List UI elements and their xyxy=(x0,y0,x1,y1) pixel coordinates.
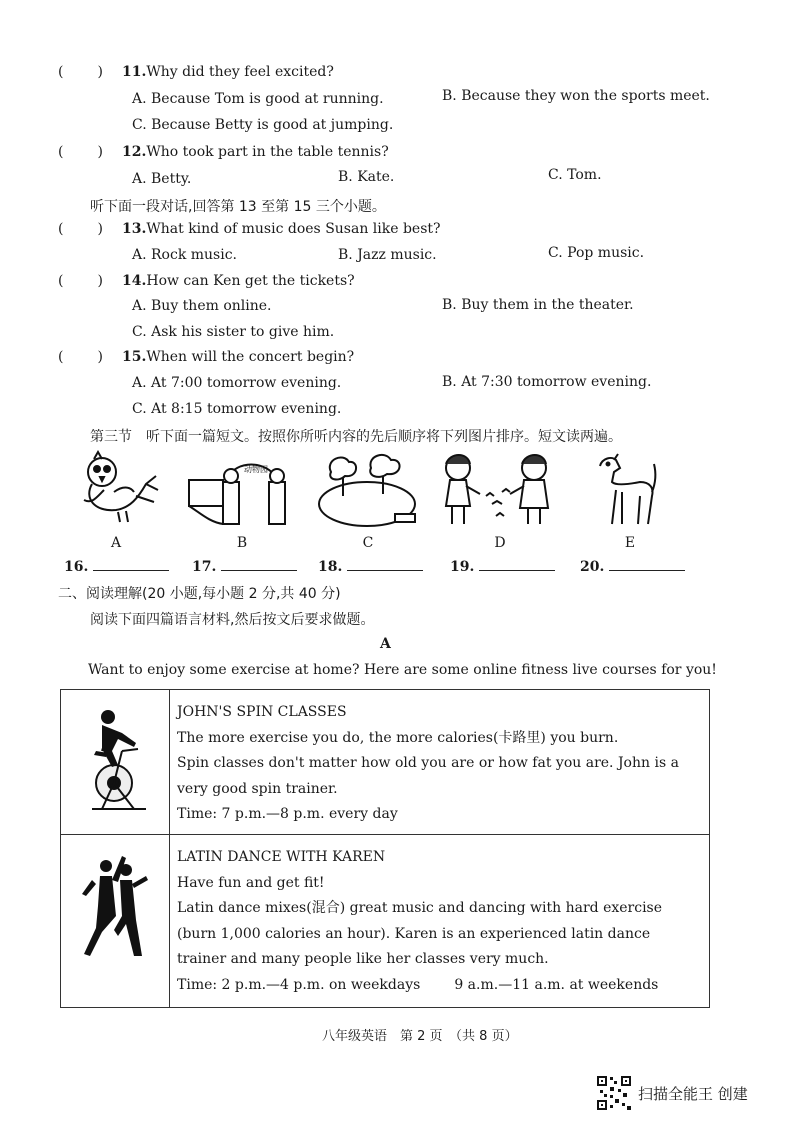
course-line: Have fun and get fit! xyxy=(177,874,325,891)
course-line: Spin classes don't matter how old you are or how fat you are. John is a very good spin trainer. xyxy=(177,755,679,797)
page-footer: 八年级英语 第 2 页 （共 8 页） xyxy=(322,1029,518,1044)
option-b: B. Buy them in the theater. xyxy=(442,297,634,313)
answer-paren: ( ) xyxy=(58,144,103,160)
question-text: Why did they feel excited? xyxy=(146,64,334,80)
passage-label: A xyxy=(380,636,391,652)
picture-label-c: C xyxy=(362,535,374,551)
course-spin xyxy=(170,690,710,835)
latin-dance-picture xyxy=(62,836,168,1002)
question-13 xyxy=(58,221,441,237)
answer-18: 18. xyxy=(318,556,423,575)
course-image-cell xyxy=(61,690,170,835)
answer-19: 19. xyxy=(450,556,555,575)
girls-feeding-picture xyxy=(436,452,564,530)
option-a: A. Betty. xyxy=(132,171,192,187)
option-a: A. Buy them online. xyxy=(132,298,272,314)
option-b: B. Jazz music. xyxy=(338,247,437,263)
course-title: JOHN'S SPIN CLASSES xyxy=(177,704,347,720)
answer-blank[interactable] xyxy=(93,556,169,571)
picture-label-d: D xyxy=(494,535,506,551)
option-c: C. Ask his sister to give him. xyxy=(132,324,335,340)
course-row xyxy=(61,835,710,1008)
answer-paren: ( ) xyxy=(58,273,103,289)
picture-label-b: B xyxy=(236,535,248,551)
option-a: A. Rock music. xyxy=(132,247,237,263)
question-number: 14. xyxy=(122,273,147,289)
zoo-sign: 动物园 xyxy=(244,465,268,474)
answer-paren: ( ) xyxy=(58,64,103,80)
zoo-gate-picture xyxy=(187,456,299,526)
course-time: Time: 2 p.m.—4 p.m. on weekdays 9 a.m.—11 a.m. at weekends xyxy=(177,976,659,993)
option-c: C. At 8:15 tomorrow evening. xyxy=(132,401,342,417)
dialogue-instruction: 听下面一段对话,回答第 13 至第 15 三个小题。 xyxy=(90,199,386,215)
reading-instruction: 阅读下面四篇语言材料,然后按文后要求做题。 xyxy=(90,612,375,628)
answer-paren: ( ) xyxy=(58,349,103,365)
course-line: The more exercise you do, the more calories(卡路里) you burn. xyxy=(177,729,619,746)
bird-picture xyxy=(74,450,160,530)
answer-blank[interactable] xyxy=(479,556,555,571)
option-a: A. Because Tom is good at running. xyxy=(132,91,384,107)
answer-20: 20. xyxy=(580,556,685,575)
course-latin-dance xyxy=(170,835,710,1008)
option-a: A. At 7:00 tomorrow evening. xyxy=(132,375,342,391)
reading-heading: 二、阅读理解(20 小题,每小题 2 分,共 40 分) xyxy=(58,586,341,602)
passage-intro: Want to enjoy some exercise at home? Here are some online fitness live courses for you! xyxy=(88,662,717,678)
spin-bike-picture xyxy=(62,691,168,829)
question-text: Who took part in the table tennis? xyxy=(146,144,389,160)
course-line: Latin dance mixes(混合) great music and dancing with hard exercise (burn 1,000 calories an hour). Karen is an experienced latin dance trainer and many people like her classes very much. xyxy=(177,900,663,967)
scanner-watermark: 扫描全能王 创建 xyxy=(638,1085,748,1103)
question-text: How can Ken get the tickets? xyxy=(146,273,355,289)
question-15 xyxy=(58,349,354,365)
question-number: 11. xyxy=(122,64,147,80)
course-title: LATIN DANCE WITH KAREN xyxy=(177,849,386,865)
option-c: C. Tom. xyxy=(548,167,602,183)
course-time: Time: 7 p.m.—8 p.m. every day xyxy=(177,806,398,822)
answer-blank[interactable] xyxy=(221,556,297,571)
picture-label-e: E xyxy=(624,535,636,551)
answer-17: 17. xyxy=(192,556,297,575)
question-number: 12. xyxy=(122,144,147,160)
answer-16: 16. xyxy=(64,556,169,575)
question-number: 13. xyxy=(122,221,147,237)
section3-instruction: 第三节 听下面一篇短文。按照你所听内容的先后顺序将下列图片排序。短文读两遍。 xyxy=(90,429,622,445)
qr-code-icon xyxy=(596,1075,632,1111)
option-c: C. Pop music. xyxy=(548,245,645,261)
dog-picture xyxy=(594,452,660,530)
answer-paren: ( ) xyxy=(58,221,103,237)
question-text: When will the concert begin? xyxy=(146,349,355,365)
option-b: B. At 7:30 tomorrow evening. xyxy=(442,374,652,390)
park-pond-picture xyxy=(315,452,421,530)
option-b: B. Kate. xyxy=(338,169,395,185)
answer-blank[interactable] xyxy=(347,556,423,571)
courses-table xyxy=(60,689,710,1008)
option-c: C. Because Betty is good at jumping. xyxy=(132,117,394,133)
question-14 xyxy=(58,273,355,289)
course-image-cell xyxy=(61,835,170,1008)
picture-label-a: A xyxy=(110,535,122,551)
question-12 xyxy=(58,144,389,160)
course-row xyxy=(61,690,710,835)
question-11 xyxy=(58,64,334,80)
option-b: B. Because they won the sports meet. xyxy=(442,88,710,104)
answer-blank[interactable] xyxy=(609,556,685,571)
question-number: 15. xyxy=(122,349,147,365)
question-text: What kind of music does Susan like best? xyxy=(146,221,441,237)
